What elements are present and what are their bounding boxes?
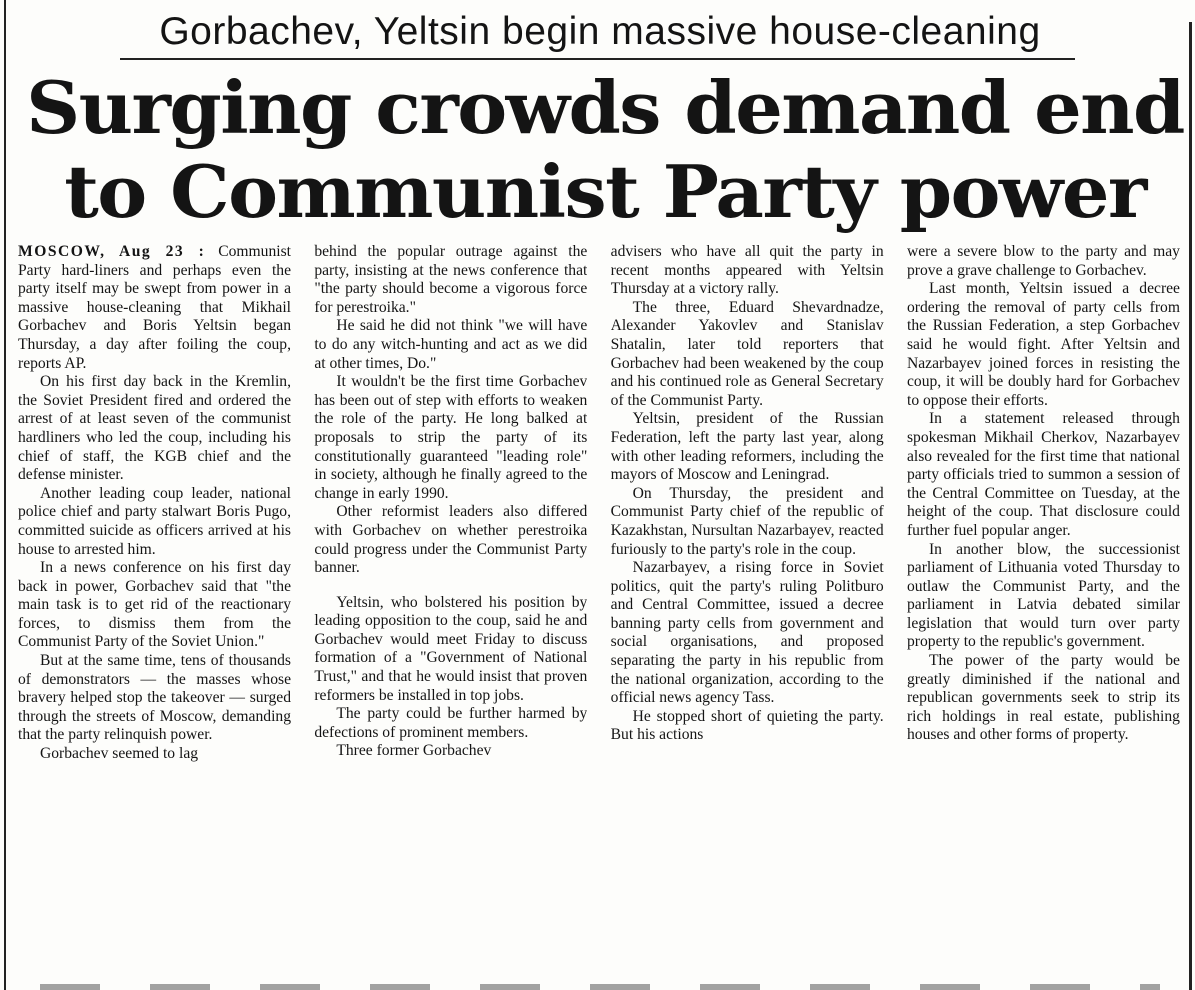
paragraph: He stopped short of quieting the party. But his actions [610, 707, 884, 744]
headline-line-1: Surging crowds demand end [26, 65, 1184, 150]
paragraph: Another leading coup leader, national police chief and party stalwart Boris Pugo, committed suicide as officers arrived at his house to arrested him. [18, 484, 291, 558]
paragraph: Last month, Yeltsin issued a decree ordering the removal of party cells from the Russian Federation, a step Gorbachev said he would fight. After Yeltsin and Nazarbayev joined forces in resisting the coup, it will be doubly hard for Gorbachev to oppose their efforts. [906, 280, 1180, 409]
paragraph: were a severe blow to the party and may prove a grave challenge to Gorbachev. [906, 243, 1180, 279]
paragraph: Nazarbayev, a rising force in Soviet politics, quit the party's ruling Politburo and Central Committee, issued a decree banning party cells from government and social organisations, and proposed separating the party in his republic from the national organization, according to the official news agency Tass. [610, 559, 884, 707]
paragraph: In a statement released through spokesman Mikhail Cherkov, Nazarbayev also revealed for the first time that national party officials tried to summon a session of the Central Committee on Tuesday, at the height of the coup. That disclosure could further fuel popular anger. [906, 410, 1180, 539]
column-4 [907, 243, 1180, 975]
headline-line-2: to Communist Party power [64, 149, 1146, 234]
paragraph: It wouldn't be the first time Gorbachev has been out of step with efforts to weaken the role of the party. He long balked at proposals to strip the party of its constitutionally guaranteed "leading role" in society, although he finally agreed to the change in early 1990. [314, 373, 588, 502]
paragraph: The party could be further harmed by defections of prominent members. [314, 705, 588, 741]
cropped-text-remnant [40, 984, 1160, 990]
paragraph: The three, Eduard Shevardnadze, Alexander Yakovlev and Stanislav Shatalin, later told reporters that Gorbachev had been weakened by the coup and his continued role as General Secretary of the Communist Party. [610, 298, 884, 409]
paragraph: The power of the party would be greatly diminished if the national and republican governments seek to strip its rich holdings in real estate, publishing houses and other forms of property. [906, 652, 1180, 744]
column-1 [18, 243, 291, 975]
column-2 [314, 243, 587, 975]
paragraph: Yeltsin, president of the Russian Federation, left the party last year, along with other leading reformers, including the mayors of Moscow and Leningrad. [610, 410, 884, 484]
paragraph: He said he did not think "we will have to do any witch-hunting and act as we did at other times, Do." [314, 317, 588, 372]
paragraph: In another blow, the successionist parliament of Lithuania voted Thursday to outlaw the Communist Party, and the parliament in Latvia debated similar legislation that would turn over party property to the republic's government. [906, 540, 1180, 651]
column-3 [611, 243, 884, 975]
dateline-paragraph [18, 243, 291, 373]
dateline: MOSCOW, Aug 23 : [18, 243, 206, 260]
paragraph: On his first day back in the Kremlin, the Soviet President fired and ordered the arrest of at least seven of the communist hardliners who led the coup, including his chief of staff, the KGB chief and the defense minister. [18, 373, 291, 484]
paragraph: On Thursday, the president and Communist Party chief of the republic of Kazakhstan, Nursultan Nazarbayev, reacted furiously to the party's role in the coup. [610, 484, 884, 558]
article-body [18, 243, 1180, 975]
paragraph: Other reformist leaders also differed with Gorbachev on whether perestroika could progress under the Communist Party banner. [314, 503, 588, 577]
paragraph: In a news conference on his first day back in power, Gorbachev said that "the main task is to get rid of the reactionary forces, to dismiss them from the Communist Party of the Soviet Union." [18, 559, 291, 651]
paragraph: Gorbachev seemed to lag [40, 745, 199, 763]
paragraph: Communist Party hard-liners and perhaps even the party itself may be swept from power in a massive house-cleaning that Mikhail Gorbachev and Boris Yeltsin began Thursday, a day after foiling the coup, reports AP. [18, 243, 291, 372]
kicker-underline [120, 58, 1075, 60]
paragraph: Three former Gorbachev [336, 742, 492, 760]
clipping-left-edge [4, 0, 6, 990]
paragraph: advisers who have all quit the party in recent months appeared with Yeltsin Thursday at a victory rally. [610, 243, 884, 298]
paragraph: But at the same time, tens of thousands of demonstrators — the masses whose bravery helped stop the takeover — surged through the streets of Moscow, demanding that the party relinquish power. [18, 652, 291, 744]
kicker-headline: Gorbachev, Yeltsin begin massive house-cleaning [159, 10, 1041, 53]
paragraph: behind the popular outrage against the party, insisting at the news conference that "the party should become a vigorous force for perestroika." [314, 243, 588, 316]
main-headline [17, 66, 1192, 234]
paragraph: Yeltsin, who bolstered his position by leading opposition to the coup, said he and Gorbachev would meet Friday to discuss formation of a "Government of National Trust," and that he would insist that proven reformers be installed in top jobs. [314, 593, 588, 704]
